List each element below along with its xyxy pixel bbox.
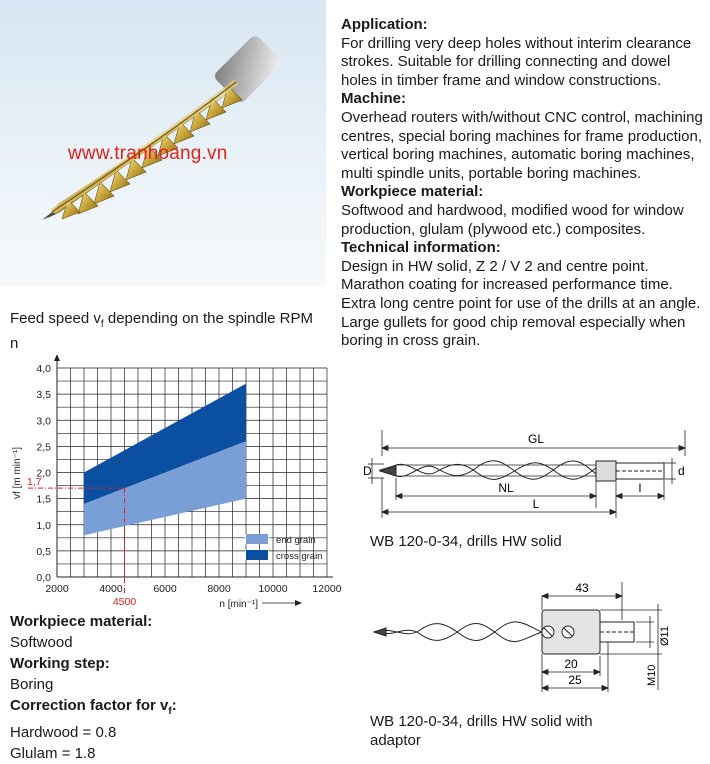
correction-heading-prefix: Correction factor for v	[10, 697, 169, 714]
glulam-factor: Glulam = 1.8	[10, 745, 96, 762]
hardwood-factor: Hardwood = 0.8	[10, 724, 117, 741]
dim-diameter-11: Ø11	[659, 626, 671, 646]
y-tick-label: 0,5	[36, 545, 51, 558]
legend-label: cross grain	[276, 551, 323, 562]
section-heading: Technical information:	[341, 239, 501, 257]
x-tick-label: 4000	[99, 583, 123, 595]
annotation-x-label: 4500	[112, 596, 137, 608]
y-axis-label: vf [m min⁻¹]	[12, 447, 23, 499]
drawing2-caption-line2: adaptor	[370, 732, 421, 749]
drawing2-caption-line1: WB 120-0-34, drills HW solid with	[370, 713, 593, 730]
section-heading: Application:	[341, 16, 428, 33]
chart-title-prefix: Feed speed v	[10, 310, 101, 327]
drawing-adaptor	[372, 580, 672, 698]
x-tick-label: 2000	[45, 583, 69, 595]
dim-25: 25	[568, 673, 582, 687]
dim-l-small: l	[638, 481, 642, 495]
dim-gl: GL	[527, 432, 545, 446]
y-tick-label: 3,5	[36, 389, 51, 402]
working-step-heading: Working step:	[10, 655, 110, 672]
correction-heading-suffix: :	[171, 697, 177, 714]
chart-title	[10, 309, 325, 353]
correction-heading	[10, 695, 320, 722]
dim-l: L	[532, 497, 540, 511]
dim-d-lower: d	[678, 464, 685, 478]
watermark-text: www.tranhoang.vn	[68, 143, 228, 164]
y-tick-label: 1,0	[36, 519, 51, 532]
section-heading: Workpiece material:	[341, 183, 484, 201]
x-axis-label-arrowhead	[295, 600, 302, 606]
dim-d-upper: D	[363, 464, 372, 478]
y-tick-label: 1,5	[36, 493, 51, 506]
correction-heading-sub: f	[168, 706, 172, 717]
section-body: Softwood and hardwood, modified wood for window production, glulam (plywood etc.) composites.	[341, 201, 684, 238]
legend-swatch	[246, 534, 268, 544]
dim-nl: NL	[498, 481, 514, 495]
x-tick-label: 6000	[153, 583, 177, 595]
section-heading: Machine:	[341, 90, 407, 108]
section-body: Design in HW solid, Z 2 / V 2 and centre point. Marathon coating for increased performance time. Extra long centre point for use of the drills at an angle. Large gullets for good chip removal especially when boring in cross grain.	[341, 257, 701, 350]
y-tick-label: 3,0	[36, 415, 51, 428]
y-tick-label: 4,0	[36, 363, 51, 375]
y-tick-label: 2,0	[36, 467, 51, 480]
chart-title-suffix: depending on the spindle RPM n	[10, 310, 313, 352]
x-tick-label: 12000	[312, 583, 342, 595]
y-axis-arrow	[54, 355, 60, 361]
drawing2-caption	[370, 712, 700, 750]
section-body: Overhead routers with/without CNC control, machining centres, special boring machines for frame production, vertical boring machines, automatic boring machines, multi spindle units, portable boring machines.	[341, 108, 703, 182]
x-tick-label: 10000	[258, 583, 288, 595]
y-tick-label: 2,5	[36, 441, 51, 454]
workpiece-value: Softwood	[10, 634, 73, 651]
drawing-drill	[360, 428, 705, 523]
x-tick-label: 8000	[207, 583, 231, 595]
drawing1-caption: WB 120-0-34, drills HW solid	[370, 533, 562, 550]
y-tick-label: 0,0	[36, 572, 51, 584]
description-block	[341, 16, 709, 351]
dim-m10: M10	[646, 664, 658, 686]
chart-title-sub: f	[100, 319, 104, 330]
dim-43: 43	[575, 581, 589, 595]
feed-speed-chart	[0, 355, 345, 615]
dim-20: 20	[564, 657, 578, 671]
legend-label: end grain	[276, 535, 316, 546]
working-step-value: Boring	[10, 676, 54, 693]
section-body: For drilling very deep holes without interim clearance strokes. Suitable for drilling connecting and dowel holes in timber frame and window constructions.	[341, 34, 692, 89]
workpiece-info	[10, 611, 320, 764]
x-axis-label: n [min⁻¹]	[219, 599, 258, 610]
annotation-y-label: 1,7	[27, 476, 42, 489]
legend-swatch	[246, 550, 268, 560]
workpiece-heading: Workpiece material:	[10, 613, 153, 630]
